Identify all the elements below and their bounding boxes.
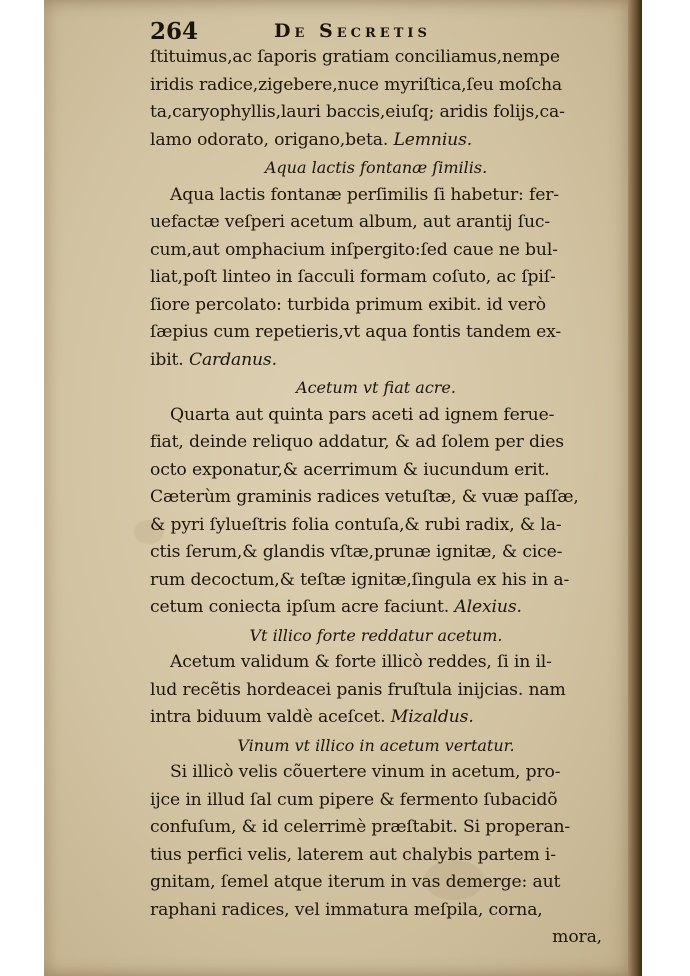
text-line: Acetum validum & forte illicò reddes, ſi in il-: [170, 652, 552, 672]
author-citation: Mizaldus.: [390, 707, 474, 727]
text-line: cum,aut omphacium inſpergito:ſed caue ne bul-: [150, 239, 558, 260]
text-fragment: cetum coniecta ipſum acre faciunt.: [150, 597, 450, 617]
text-line: ſiore percolato: turbida primum exibit. id verò: [150, 294, 546, 315]
text-line: ſtituimus,ac ſaporis gratiam conciliamus,nempe: [150, 47, 560, 67]
text-line: iridis radice,zigebere,nuce myriſtica,ſeu moſcha: [150, 74, 563, 95]
text-line: lud recẽtis hordeacei panis fruſtula inijcias. nam: [150, 679, 566, 700]
text-line: uefactæ veſperi acetum album, aut arantij ſuc-: [150, 212, 551, 232]
text-line: ſæpius cum repetieris,vt aqua fontis tandem ex-: [150, 322, 562, 342]
text-line: gnitam, ſemel atque iterum in vas demerge: aut: [150, 872, 561, 892]
author-citation: Cardanus.: [188, 349, 277, 370]
author-citation: Lemnius.: [393, 129, 473, 150]
text-line: Quarta aut quinta pars aceti ad ignem ferue-: [170, 404, 555, 425]
text-line: [150, 127, 602, 155]
text-line: & pyri ſylueſtris folia contuſa,& rubi radix, & la-: [150, 514, 562, 535]
page-header: [150, 14, 620, 48]
text-line: Cæterùm graminis radices vetuſtæ, & vuæ paſſæ,: [150, 487, 579, 507]
text-line: confuſum, & id celerrimè præſtabit. Si properan-: [150, 817, 571, 837]
text-line: octo exponatur,& acerrimum & iucundum erit.: [150, 459, 550, 480]
body-text: [150, 44, 602, 952]
text-line: tius perfici velis, laterem aut chalybis partem i-: [150, 844, 556, 865]
text-line: Si illicò velis cõuertere vinum in acetum, pro-: [170, 762, 561, 782]
page-number: 264: [150, 18, 199, 45]
text-line: fiat, deinde reliquo addatur, & ad ſolem per dies: [150, 432, 564, 452]
section-heading: Vt illico forte reddatur acetum.: [249, 625, 503, 645]
text-line: raphani radices, vel immatura meſpila, corna,: [150, 899, 543, 920]
running-title: De Secretis: [274, 20, 431, 42]
text-line: [150, 704, 602, 732]
text-line: ctis ſerum,& glandis vſtæ,prunæ ignitæ, & cice-: [150, 542, 563, 562]
text-fragment: ibit.: [150, 349, 184, 370]
section-heading: Vinum vt illico in acetum vertatur.: [237, 735, 515, 755]
text-line: [150, 594, 602, 622]
text-line: rum decoctum,& teſtæ ignitæ,ſingula ex his in a-: [150, 569, 570, 590]
text-line: Aqua lactis fontanæ perſimilis ſi habetur: fer-: [170, 184, 559, 205]
text-line: ijce in illud ſal cum pipere & fermento ſubacidõ: [150, 789, 558, 810]
text-fragment: lamo odorato, origano,beta.: [150, 129, 389, 150]
section-heading: Acetum vt fiat acre.: [296, 378, 456, 397]
section-heading: Aqua lactis fontanæ ſimilis.: [264, 158, 488, 177]
author-citation: Alexius.: [454, 597, 522, 617]
text-line: [150, 347, 602, 375]
book-gutter: [628, 0, 642, 976]
text-line: liat,poſt linteo in ſacculi formam coſuto, ac ſpiſ-: [150, 267, 556, 287]
catchword: mora,: [552, 927, 602, 947]
text-line: ta,caryophyllis,lauri baccis,eiuſq; aridis folijs,ca-: [150, 102, 565, 122]
text-fragment: intra biduum valdè aceſcet.: [150, 707, 386, 727]
